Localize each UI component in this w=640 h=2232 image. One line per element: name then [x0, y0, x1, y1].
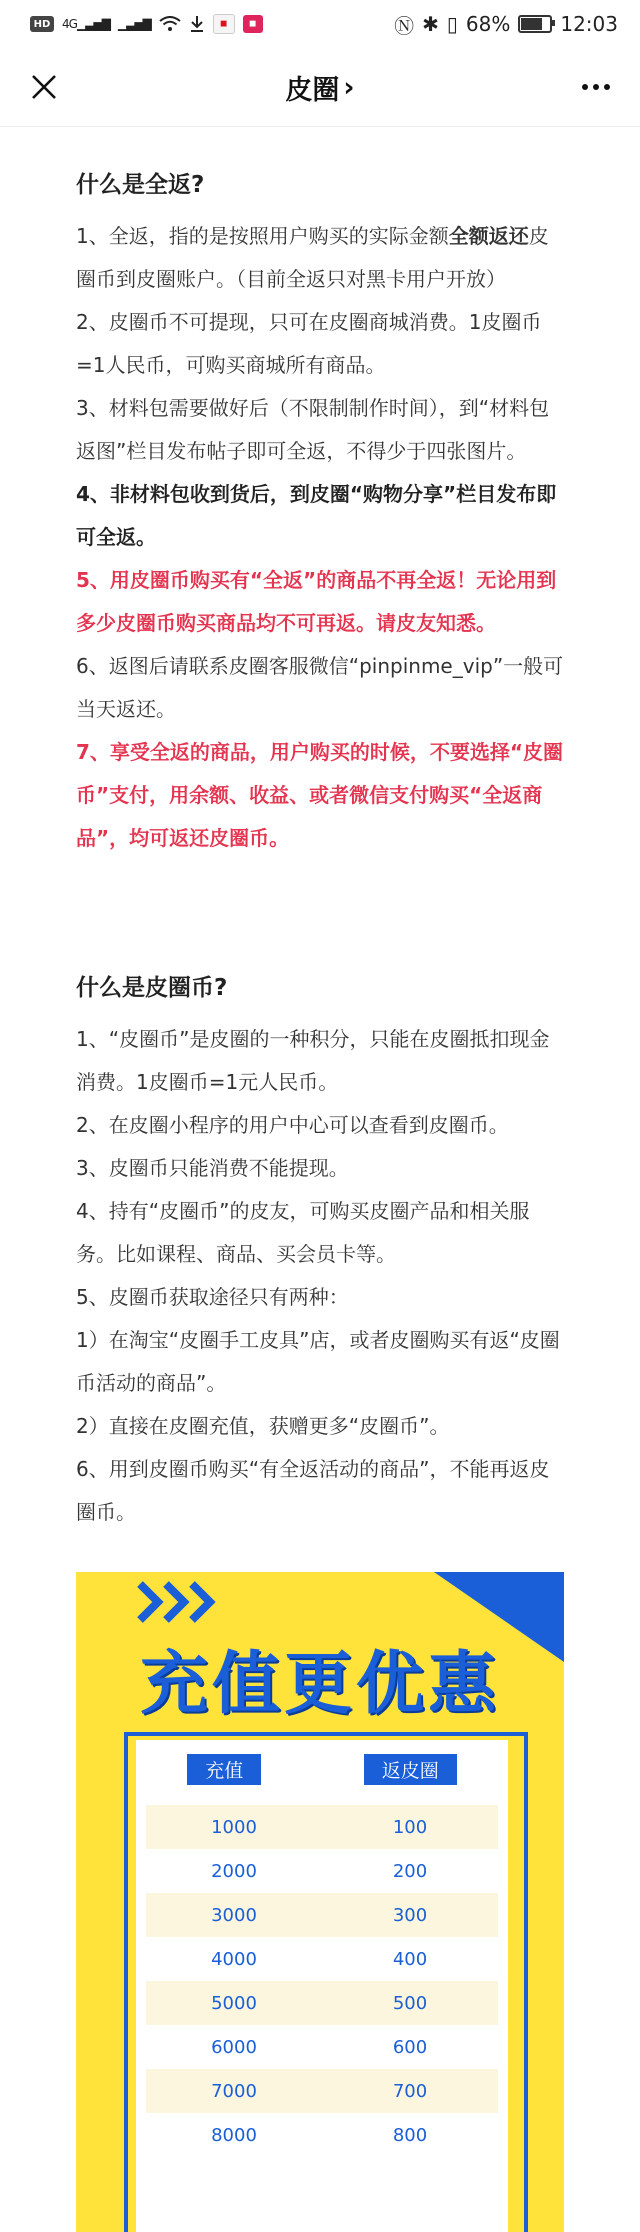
more-button[interactable] — [572, 63, 620, 111]
cell-recharge: 8000 — [211, 2124, 257, 2146]
signal-icon-2: ▁▃▅▇ — [117, 17, 151, 31]
cell-return: 600 — [392, 2036, 428, 2058]
page-title: 皮圈 — [285, 74, 340, 106]
cell-recharge: 4000 — [211, 1948, 257, 1970]
close-button[interactable] — [20, 63, 68, 111]
recharge-table — [136, 1740, 508, 2232]
header-return: 返皮圈 — [364, 1754, 457, 1785]
table-row — [146, 1893, 498, 1937]
poster-title: 充值更优惠 — [139, 1645, 500, 1725]
bluetooth-icon: ✱ — [422, 12, 439, 36]
status-bar — [0, 0, 640, 48]
cell-recharge: 1000 — [211, 1816, 257, 1838]
coin-paragraph-1: 1、“皮圈币”是皮圈的一种积分，只能在皮圈抵扣现金消费。1皮圈币=1元人民币。 — [76, 1027, 550, 1095]
download-icon — [189, 15, 205, 33]
coin-paragraph-7: 2）直接在皮圈充值，获赠更多“皮圈币”。 — [76, 1414, 450, 1439]
status-icons-left — [30, 14, 263, 34]
article-content — [0, 169, 640, 2232]
cell-recharge: 7000 — [211, 2080, 257, 2102]
nav-bar — [0, 48, 640, 127]
coin-paragraph-2: 2、在皮圈小程序的用户中心可以查看到皮圈币。 — [76, 1113, 509, 1138]
cell-recharge: 3000 — [211, 1904, 257, 1926]
paragraph-6: 6、返图后请联系皮圈客服微信“pinpinme_vip”一般可当天返还。 — [76, 654, 564, 722]
coin-paragraph-6: 1）在淘宝“皮圈手工皮具”店，或者皮圈购买有返“皮圈币活动的商品”。 — [76, 1328, 560, 1396]
section-title-full-return: 什么是全返? — [76, 172, 205, 198]
paragraph-1 — [76, 215, 564, 301]
app-notification-icon-2: ◼ — [243, 15, 263, 33]
battery-icon — [518, 15, 552, 33]
cell-recharge: 5000 — [211, 1992, 257, 2014]
battery-percent: 68% — [465, 12, 511, 36]
clock: 12:03 — [560, 12, 618, 36]
table-body — [136, 1805, 508, 2157]
cell-return: 700 — [392, 2080, 428, 2102]
paragraph-7-warning: 7、享受全返的商品，用户购买的时候，不要选择“皮圈币”支付，用余额、收益、或者微信支付购买“全返商品”，均可返还皮圈币。 — [76, 740, 564, 851]
arrows-decoration-icon — [136, 1580, 226, 1624]
table-row — [146, 1849, 498, 1893]
more-icon — [581, 83, 611, 91]
section-title-coin: 什么是皮圈币? — [76, 975, 228, 1002]
cell-return: 800 — [392, 2124, 428, 2146]
cell-return: 400 — [392, 1948, 428, 1970]
paragraph-1-text: 1、全返，指的是按照用户购买的实际金额 — [76, 224, 449, 249]
status-icons-right — [394, 10, 618, 39]
table-row — [146, 1937, 498, 1981]
page-title-link[interactable] — [285, 68, 354, 107]
header-recharge: 充值 — [187, 1754, 261, 1785]
cell-recharge: 6000 — [211, 2036, 257, 2058]
paragraph-4: 4、非材料包收到货后，到皮圈“购物分享”栏目发布即可全返。 — [76, 482, 557, 550]
coin-paragraph-8: 6、用到皮圈币购买“有全返活动的商品”，不能再返皮圈币。 — [76, 1457, 550, 1525]
nfc-icon: Ⓝ — [394, 13, 415, 38]
close-icon — [31, 74, 57, 100]
cell-return: 100 — [392, 1816, 428, 1838]
cell-recharge: 2000 — [211, 1860, 257, 1882]
hd-icon: HD — [30, 16, 54, 32]
signal-icon: 4G▁▃▅▇ — [62, 17, 110, 31]
network-label: 4G — [62, 17, 77, 31]
paragraph-5-warning: 5、用皮圈币购买有“全返”的商品不再全返！无论用到多少皮圈币购买商品均不可再返。请皮友知悉。 — [76, 568, 557, 636]
app-notification-icon: ◼ — [213, 14, 235, 34]
table-row — [146, 2069, 498, 2113]
coin-paragraph-4: 4、持有“皮圈币”的皮友，可购买皮圈产品和相关服务。比如课程、商品、买会员卡等。 — [76, 1199, 530, 1267]
recharge-poster[interactable] — [76, 1572, 564, 2232]
paragraph-1-bold: 全额返还 — [448, 224, 529, 249]
wifi-icon — [159, 16, 181, 32]
cell-return: 500 — [392, 1992, 428, 2014]
paragraph-3: 3、材料包需要做好后（不限制制作时间），到“材料包返图”栏目发布帖子即可全返，不得少于四张图片。 — [76, 396, 550, 464]
paragraph-1-tail: 皮圈币到皮圈账户。（目前全返只对黑卡用户开放） — [76, 224, 549, 292]
table-row — [146, 2025, 498, 2069]
coin-paragraph-5: 5、皮圈币获取途径只有两种： — [76, 1285, 349, 1310]
table-row — [146, 1805, 498, 1849]
battery-fill — [521, 18, 541, 30]
cell-return: 300 — [392, 1904, 428, 1926]
paragraph-2: 2、皮圈币不可提现，只可在皮圈商城消费。1皮圈币=1人民币，可购买商城所有商品。 — [76, 310, 542, 378]
coin-paragraph-3: 3、皮圈币只能消费不能提现。 — [76, 1156, 349, 1181]
vibrate-icon: ▯ — [446, 12, 458, 36]
cell-return: 200 — [392, 1860, 428, 1882]
chevron-right-icon: › — [343, 71, 355, 103]
table-row — [146, 2113, 498, 2157]
spacer — [76, 860, 564, 930]
table-row — [146, 1981, 498, 2025]
table-header — [136, 1754, 508, 1785]
